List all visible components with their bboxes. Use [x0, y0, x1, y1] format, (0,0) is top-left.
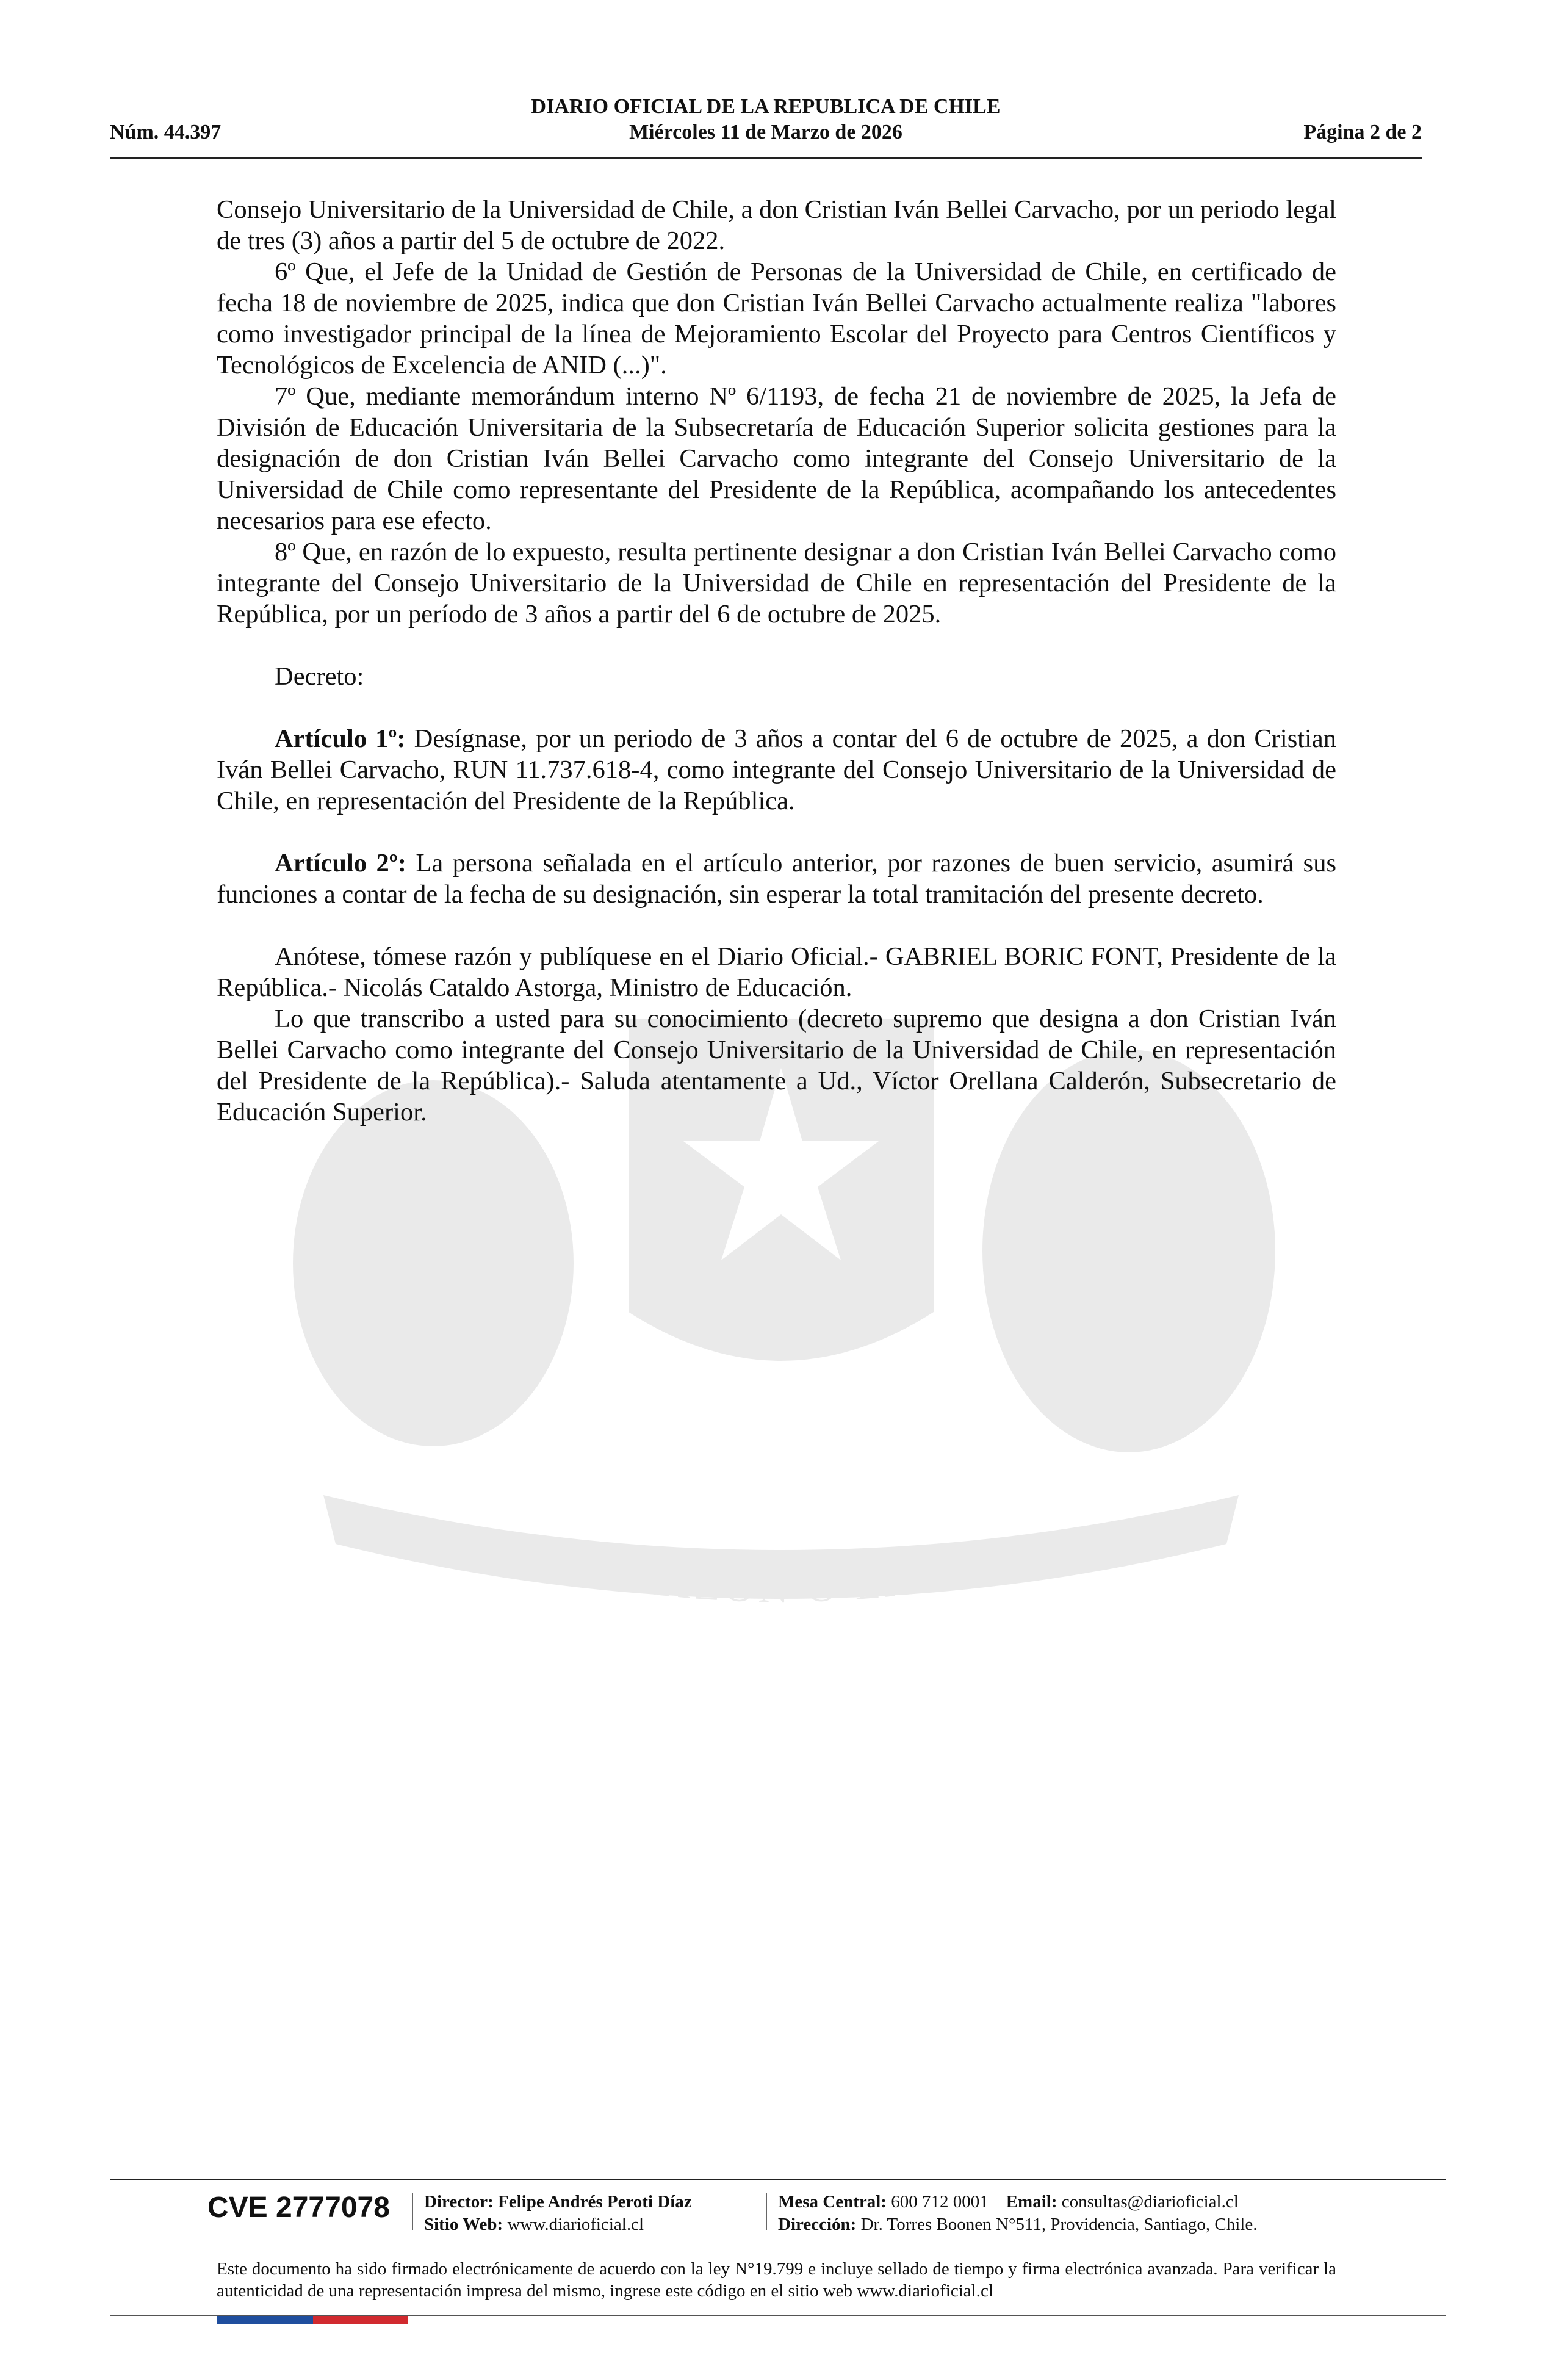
email-link[interactable]: consultas@diarioficial.cl: [1057, 2192, 1239, 2212]
paragraph-anotese: Anótese, tómese razón y publíquese en el Diario Oficial.- GABRIEL BORIC FONT, Presidente de la República.- Nicolás Cataldo Astorga, Ministro de Educación.: [217, 942, 1336, 1002]
article-2-label: Artículo 2º:: [275, 849, 406, 878]
article-1-text: Desígnase, por un periodo de 3 años a contar del 6 de octubre de 2025, a don Cristian Iván Bellei Carvacho, RUN 11.737.618-4, como integrante del Consejo Universitario de la Universidad de Chile, en representación del Presidente de la República.: [217, 724, 1336, 815]
paragraph-considerando-7: 7º Que, mediante memorándum interno Nº 6/1193, de fecha 21 de noviembre de 2025, la Jefa de División de Educación Universitaria de la Subsecretaría de Educación Superior solicita gestiones para la designación de don Cristian Iván Bellei Carvacho como integrante del Consejo Universitario de la Universidad de Chile como representante del Presidente de la República, acompañando los antecedentes necesarios para ese efecto.: [217, 382, 1336, 535]
flag-stripe-blue: [217, 2316, 313, 2324]
newspaper-title: DIARIO OFICIAL DE LA REPUBLICA DE CHILE: [531, 95, 1001, 118]
article-2: [217, 848, 1336, 910]
director-value: Felipe Andrés Peroti Díaz: [493, 2192, 692, 2212]
direccion-label: Dirección:: [778, 2215, 857, 2234]
mesa-label: Mesa Central:: [778, 2192, 887, 2212]
issue-number: Núm. 44.397: [110, 121, 222, 143]
footer-signature-note: Este documento ha sido firmado electrónicamente de acuerdo con la ley N°19.799 e incluye sellado de tiempo y firma electrónica avanzada. Para verificar la autenticidad de una representación impresa del mismo, ingrese este código en el sitio web www.diarioficial.cl: [217, 2259, 1336, 2301]
article-1: [217, 723, 1336, 817]
footer-director-block: [424, 2191, 692, 2236]
document-body: [217, 194, 1336, 1128]
footer-rule-top: [110, 2179, 1446, 2180]
direccion-value: Dr. Torres Boonen N°511, Providencia, Santiago, Chile.: [856, 2215, 1258, 2234]
paragraph-continuation: Consejo Universitario de la Universidad de Chile, a don Cristian Iván Bellei Carvacho, por un periodo legal de tres (3) años a partir del 5 de octubre de 2022.: [217, 195, 1336, 255]
paragraph-considerando-8: 8º Que, en razón de lo expuesto, resulta pertinente designar a don Cristian Iván Bellei Carvacho como integrante del Consejo Universitario de la Universidad de Chile en representación del Presidente de la República, por un período de 3 años a partir del 6 de octubre de 2025.: [217, 538, 1336, 629]
web-link[interactable]: www.diarioficial.cl: [503, 2215, 644, 2234]
flag-stripe-red: [313, 2316, 408, 2324]
watermark-motto: POR LA RAZON O LA FUERZA: [444, 1515, 1118, 1612]
paragraph-considerando-6: 6º Que, el Jefe de la Unidad de Gestión de Personas de la Universidad de Chile, en certificado de fecha 18 de noviembre de 2025, indica que don Cristian Iván Bellei Carvacho actualmente realiza "labores como investigador principal de la línea de Mejoramiento Escolar del Proyecto para Centros Científicos y Tecnológicos de Excelencia de ANID (...)".: [217, 258, 1336, 380]
cve-code: CVE 2777078: [207, 2191, 390, 2224]
issue-date: Miércoles 11 de Marzo de 2026: [629, 121, 902, 143]
web-label: Sitio Web:: [424, 2215, 503, 2234]
paragraph-transcribo: Lo que transcribo a usted para su conocimiento (decreto supremo que designa a don Cristian Iván Bellei Carvacho como integrante del Consejo Universitario de la Universidad de Chile, en representación del Presidente de la República).- Saluda atentamente a Ud., Víctor Orellana Calderón, Subsecretario de Educación Superior.: [217, 1004, 1336, 1127]
footer-separator: [766, 2193, 767, 2230]
page-header: [110, 93, 1422, 159]
footer-contact-block: [778, 2191, 1257, 2236]
footer-separator: [412, 2193, 413, 2230]
mesa-value: 600 712 0001: [886, 2192, 989, 2212]
page-number: Página 2 de 2: [1303, 121, 1422, 143]
article-1-label: Artículo 1º:: [275, 724, 406, 753]
article-2-text: La persona señalada en el artículo anterior, por razones de buen servicio, asumirá sus funciones a contar de la fecha de su designación, sin esperar la total tramitación del presente decreto.: [217, 849, 1336, 909]
director-label: Director:: [424, 2192, 494, 2212]
email-label: Email:: [1006, 2192, 1057, 2212]
decreto-heading: Decreto:: [275, 662, 364, 691]
